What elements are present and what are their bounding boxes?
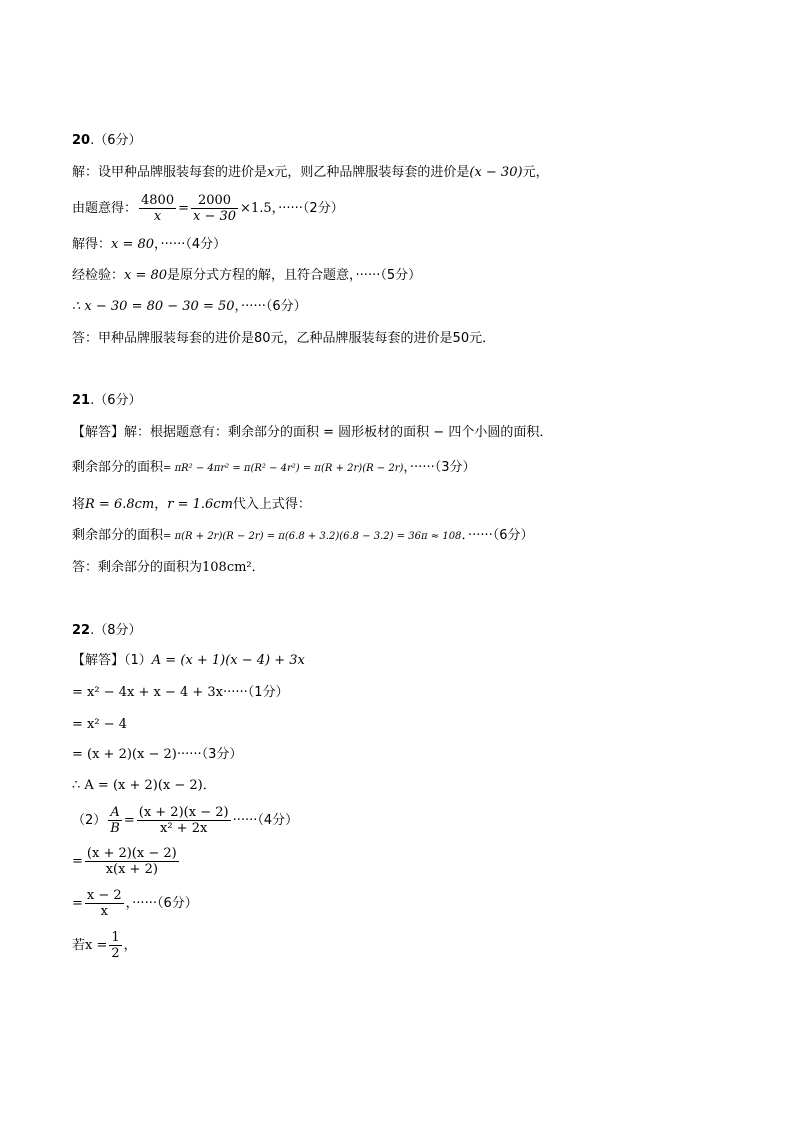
q21-number: 21 — [72, 393, 91, 408]
q20-title — [72, 131, 142, 151]
numerator: (x + 2)(x − 2) — [86, 846, 177, 861]
text: ， — [123, 938, 137, 953]
fraction — [109, 930, 121, 961]
text: 剩余部分的面积 — [72, 460, 164, 475]
q20-line-5 — [72, 297, 307, 317]
text: 元，则乙种品牌服装每套的进价是 — [274, 165, 470, 180]
q22-line-1 — [72, 651, 305, 671]
math: = π(R + 2r)(R − 2r) = π(6.8 + 3.2)(6.8 − 3.2) = 36π ≈ 108 — [163, 531, 462, 542]
denominator: x — [153, 209, 162, 224]
math: = — [72, 854, 83, 869]
numerator: 4800 — [141, 193, 175, 208]
text: 由题意得： — [72, 201, 138, 216]
fraction — [108, 805, 122, 836]
q20-line-3 — [72, 235, 226, 255]
denominator: B — [110, 821, 120, 836]
q21-answer — [72, 558, 265, 578]
q22-line-9 — [72, 928, 137, 964]
q22-title — [72, 621, 142, 641]
q21-line-2 — [72, 458, 476, 479]
math: = (x + 2)(x − 2) — [72, 747, 177, 762]
text: 剩余部分的面积 — [72, 528, 164, 543]
text: ． — [251, 560, 265, 575]
text: 若 — [72, 938, 86, 953]
math: = πR² − 4πr² = π(R² − 4r²) = π(R + 2r)(R − 2r) — [163, 463, 404, 474]
math: R = 6.8cm — [85, 497, 155, 512]
text: 解得： — [72, 237, 112, 252]
q21-line-1: 【解答】解：根据题意有：剩余部分的面积 = 圆形板材的面积 − 四个小圆的面积． — [72, 425, 553, 440]
q21-line-4 — [72, 526, 534, 547]
text: 代入上式得： — [232, 497, 311, 512]
fraction — [85, 846, 179, 877]
math: x = — [85, 938, 108, 953]
numerator: 1 — [111, 930, 120, 945]
text: 是原分式方程的解，且符合题意，······（5分） — [167, 268, 422, 283]
fraction — [137, 805, 231, 836]
q22-line-7 — [72, 844, 181, 880]
math: = — [123, 813, 135, 828]
q22-number: 22 — [72, 623, 91, 638]
q22-line-2 — [72, 683, 289, 703]
text: 解：设甲种品牌服装每套的进价是 — [72, 165, 268, 180]
q20-line-1 — [72, 163, 549, 183]
text: ，······（6分） — [125, 896, 198, 911]
numerator: (x + 2)(x − 2) — [138, 805, 229, 820]
denominator: x(x + 2) — [105, 862, 158, 877]
numerator: A — [108, 805, 122, 821]
fraction — [85, 888, 124, 919]
text: ······（1分） — [223, 685, 289, 700]
math: = — [178, 201, 190, 216]
text: ······（4分） — [232, 813, 299, 828]
text: 将 — [72, 497, 86, 512]
denominator: 2 — [111, 946, 120, 961]
q21-line-3 — [72, 495, 311, 515]
numerator: x − 2 — [86, 888, 122, 903]
q20-score: .（6分） — [90, 133, 142, 148]
q20-number: 20 — [72, 133, 91, 148]
math: ×1.5 — [240, 201, 272, 216]
text: 【解答】（1） — [72, 653, 152, 668]
math: x — [267, 165, 275, 180]
math: r = 1.6cm — [167, 497, 233, 512]
math: x = 80 — [111, 237, 155, 252]
text: ． — [202, 778, 216, 793]
denominator: x² + 2x — [160, 821, 208, 836]
text: 答：剩余部分的面积为 — [72, 560, 203, 575]
text: ，······（6分） — [234, 299, 307, 314]
math: = x² − 4x + x − 4 + 3x — [72, 685, 224, 700]
q20-answer: 答：甲种品牌服装每套的进价是80元，乙种品牌服装每套的进价是50元． — [72, 331, 496, 346]
q20-line-2 — [72, 192, 344, 226]
q20-line-4 — [72, 266, 421, 286]
numerator: 2000 — [191, 193, 238, 209]
text: （2） — [72, 813, 107, 828]
math: A = (x + 1)(x − 4) + 3x — [151, 653, 305, 668]
math: ∴ A = (x + 2)(x − 2) — [72, 778, 203, 793]
q21-title — [72, 391, 142, 411]
q22-line-6 — [72, 803, 298, 839]
math: = — [72, 896, 83, 911]
q22-score: .（8分） — [90, 623, 142, 638]
text: ，······（2分） — [271, 201, 344, 216]
q21-score: .（6分） — [90, 393, 142, 408]
text: ，······（3分） — [403, 460, 476, 475]
q22-line-3 — [72, 715, 127, 735]
text: ．······（6分） — [461, 528, 534, 543]
math: ∴ x − 30 = 80 − 30 = 50 — [72, 299, 235, 314]
q22-line-4 — [72, 745, 242, 765]
fraction — [139, 193, 176, 224]
math: = x² − 4 — [72, 717, 127, 732]
math: (x − 30) — [469, 165, 523, 180]
text: ，······（4分） — [154, 237, 227, 252]
q22-line-8 — [72, 886, 198, 922]
q22-line-5 — [72, 776, 216, 796]
denominator: x − 30 — [193, 209, 237, 224]
math: 108cm² — [202, 560, 252, 575]
denominator: x — [100, 904, 108, 919]
math: x = 80 — [124, 268, 168, 283]
text: 经检验： — [72, 268, 125, 283]
text: ， — [154, 497, 168, 512]
text: 元， — [522, 165, 549, 180]
text: ······（3分） — [176, 747, 243, 762]
fraction — [191, 193, 238, 224]
